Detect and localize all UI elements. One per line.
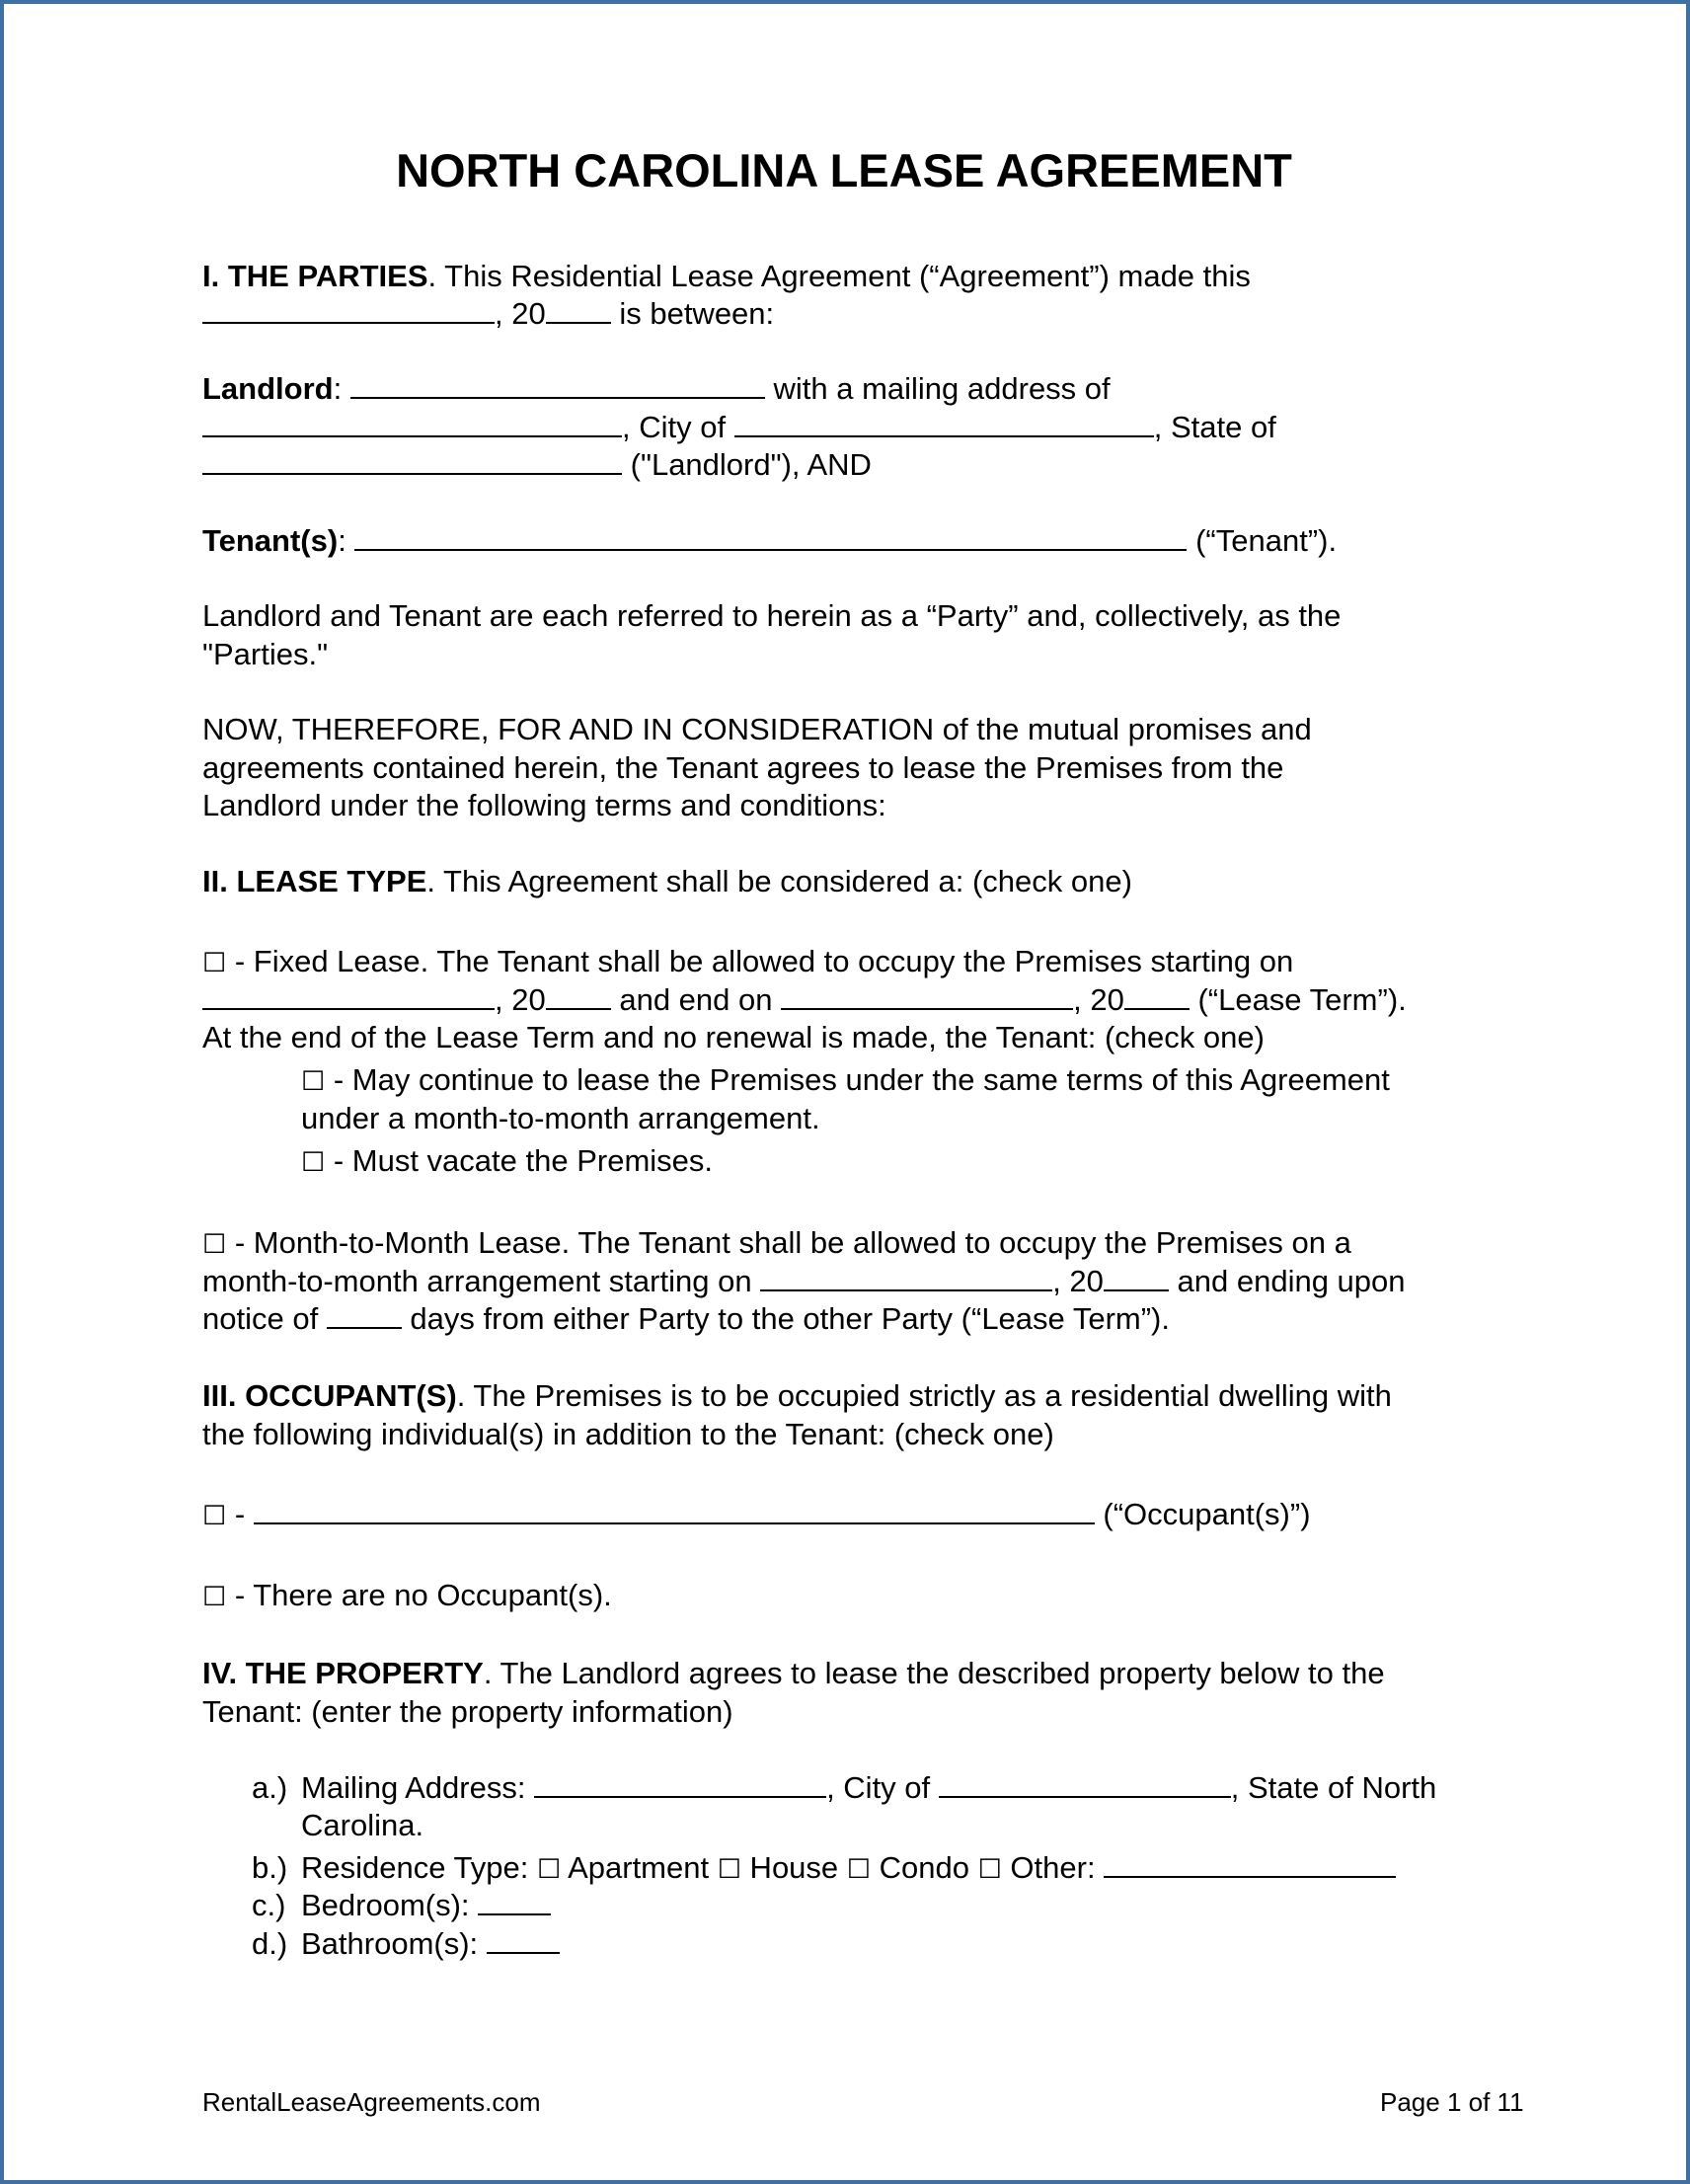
landlord-line-2: , City of , State of (202, 409, 1276, 447)
property-item-c-label: c.) (252, 1888, 286, 1922)
parties-line-2: , 20 is between: (202, 295, 774, 334)
document-title: NORTH CAROLINA LEASE AGREEMENT (396, 144, 1292, 196)
mtm-lease-checkbox[interactable]: ☐ (202, 1229, 227, 1260)
fixed-lease-checkbox[interactable]: ☐ (202, 948, 227, 978)
bedrooms-blank[interactable] (478, 1888, 551, 1915)
tenant-line: Tenant(s): (“Tenant”). (202, 523, 1338, 558)
property-heading: IV. THE PROPERTY (202, 1656, 484, 1690)
vacate-checkbox[interactable]: ☐ (301, 1147, 326, 1178)
property-line-1: IV. THE PROPERTY. The Landlord agrees to lease the described property below to the (202, 1656, 1385, 1690)
property-address-blank[interactable] (534, 1770, 826, 1798)
fixed-start-year-blank[interactable] (546, 982, 611, 1010)
property-item-a: Mailing Address: , City of , State of North (301, 1770, 1437, 1805)
occupants-line-1: III. OCCUPANT(S). The Premises is to be occupied strictly as a residential dwelling with (202, 1378, 1392, 1413)
occupants-option-2: ☐ - There are no Occupant(s). (202, 1578, 612, 1612)
tenant-label: Tenant(s) (202, 523, 339, 558)
no-occupants-checkbox[interactable]: ☐ (202, 1582, 227, 1612)
agreement-date-blank[interactable] (202, 296, 495, 324)
lease-type-line: II. LEASE TYPE. This Agreement shall be considered a: (check one) (202, 864, 1132, 898)
property-line-2: Tenant: (enter the property information) (202, 1694, 733, 1729)
now-line-3: Landlord under the following terms and conditions: (202, 788, 886, 822)
footer-page-number: Page 1 of 11 (1380, 2087, 1524, 2117)
continue-option-line-1: ☐ - May continue to lease the Premises under the same terms of this Agreement (301, 1062, 1390, 1097)
party-line-2: "Parties." (202, 637, 329, 671)
continue-lease-checkbox[interactable]: ☐ (301, 1066, 326, 1097)
agreement-year-blank[interactable] (546, 296, 611, 324)
landlord-address-blank[interactable] (202, 410, 622, 437)
mtm-lease-line-2: month-to-month arrangement starting on , 20 and ending upon (202, 1264, 1406, 1298)
landlord-label: Landlord (202, 371, 334, 406)
other-residence-blank[interactable] (1104, 1850, 1396, 1878)
occupant-names-blank[interactable] (254, 1497, 1095, 1524)
fixed-lease-line-3: At the end of the Lease Term and no renewal is made, the Tenant: (check one) (202, 1020, 1265, 1054)
fixed-end-date-blank[interactable] (781, 982, 1073, 1010)
property-city-blank[interactable] (939, 1770, 1231, 1798)
mtm-lease-line-3: notice of days from either Party to the other Party (“Lease Term”). (202, 1301, 1170, 1336)
occupants-option-1: ☐ - (“Occupant(s)”) (202, 1497, 1311, 1531)
occupants-named-checkbox[interactable]: ☐ (202, 1501, 227, 1531)
now-line-1: NOW, THEREFORE, FOR AND IN CONSIDERATION of the mutual promises and (202, 712, 1312, 746)
mtm-lease-line-1: ☐ - Month-to-Month Lease. The Tenant shall be allowed to occupy the Premises on a (202, 1225, 1351, 1260)
bathrooms-blank[interactable] (487, 1926, 560, 1954)
party-line-1: Landlord and Tenant are each referred to herein as a “Party” and, collectively, as the (202, 598, 1342, 633)
mtm-start-year-blank[interactable] (1104, 1264, 1169, 1291)
fixed-lease-line-1: ☐ - Fixed Lease. The Tenant shall be allowed to occupy the Premises starting on (202, 944, 1294, 978)
mtm-start-date-blank[interactable] (760, 1264, 1052, 1291)
tenant-name-blank[interactable] (354, 523, 1187, 551)
property-item-b-label: b.) (252, 1850, 288, 1885)
occupants-heading: III. OCCUPANT(S) (202, 1378, 457, 1413)
house-checkbox[interactable]: ☐ (717, 1854, 741, 1885)
property-item-d: Bathroom(s): (301, 1925, 560, 1964)
occupants-line-2: the following individual(s) in addition to the Tenant: (check one) (202, 1417, 1054, 1451)
vacate-option-line: ☐ - Must vacate the Premises. (301, 1143, 714, 1178)
landlord-line-1: Landlord: with a mailing address of (202, 371, 1111, 406)
notice-days-blank[interactable] (327, 1301, 402, 1329)
property-item-b: Residence Type: ☐ Apartment ☐ House ☐ Condo ☐ Other: (301, 1849, 1396, 1890)
fixed-start-date-blank[interactable] (202, 982, 495, 1010)
now-line-2: agreements contained herein, the Tenant agrees to lease the Premises from the (202, 750, 1284, 785)
footer-site: RentalLeaseAgreements.com (202, 2087, 541, 2117)
condo-checkbox[interactable]: ☐ (846, 1854, 871, 1885)
landlord-name-blank[interactable] (350, 371, 765, 399)
parties-line-1: I. THE PARTIES. This Residential Lease Agreement (“Agreement”) made this (202, 259, 1251, 293)
landlord-city-blank[interactable] (734, 410, 1154, 437)
property-item-a-label: a.) (252, 1770, 288, 1805)
property-item-a-line-2: Carolina. (301, 1808, 424, 1842)
apartment-checkbox[interactable]: ☐ (536, 1854, 562, 1885)
property-item-c: Bedroom(s): (301, 1887, 551, 1925)
property-item-d-label: d.) (252, 1926, 288, 1961)
parties-heading: I. THE PARTIES (202, 259, 428, 293)
continue-option-line-2: under a month-to-month arrangement. (301, 1101, 820, 1135)
fixed-end-year-blank[interactable] (1124, 982, 1190, 1010)
fixed-lease-line-2: , 20 and end on , 20 (“Lease Term”). (202, 981, 1407, 1020)
landlord-line-3: ("Landlord"), AND (202, 446, 872, 485)
lease-type-heading: II. LEASE TYPE (202, 864, 427, 898)
other-checkbox[interactable]: ☐ (977, 1854, 1002, 1885)
landlord-state-blank[interactable] (202, 447, 622, 475)
